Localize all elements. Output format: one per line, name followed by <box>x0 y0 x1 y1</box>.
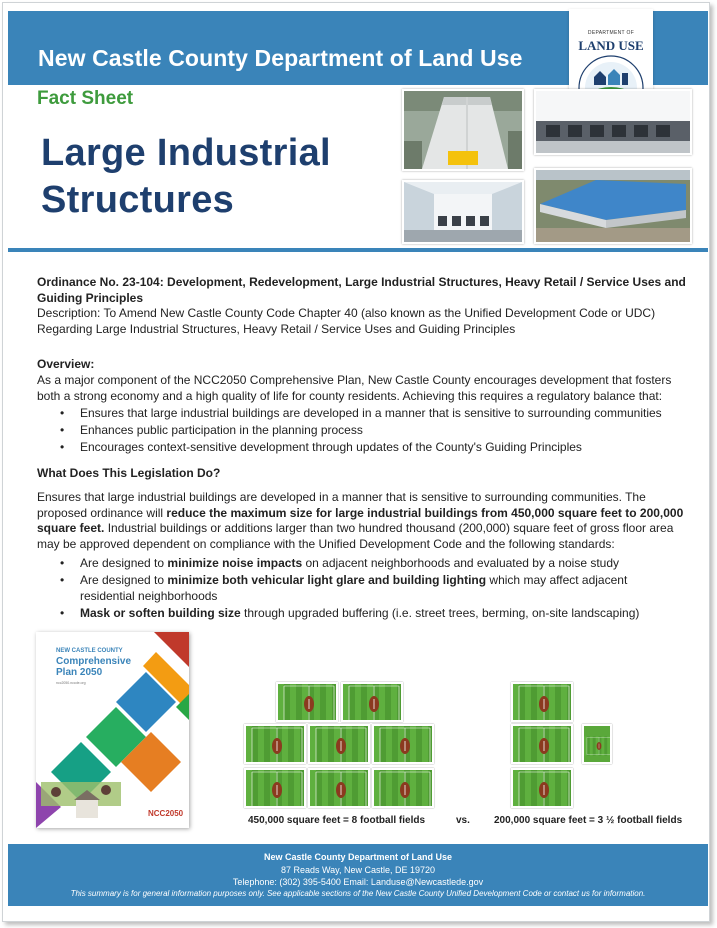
cover-title: Comprehensive Plan 2050 <box>56 656 132 678</box>
footer-contact: Telephone: (302) 395-5400 Email: Landuse@Newcastlede.gov <box>232 877 484 887</box>
legislation-heading: What Does This Legislation Do? <box>37 466 221 480</box>
overview-text: As a major component of the NCC2050 Comprehensive Plan, New Castle County encourages development that fosters both a strong economy and a high quality of life for county residents. Achieving this requires a regulatory balance that: <box>37 373 672 403</box>
cover-url: ncc2050.nccde.org <box>56 681 86 685</box>
list-item: • Ensures that large industrial buildings are developed in a manner that is sensitive to surrounding communities <box>60 406 680 422</box>
football-field-icon <box>582 724 612 764</box>
photo-loading-docks <box>534 89 692 155</box>
list-item: • Encourages context-sensitive development through updates of the County's Guiding Principles <box>60 440 680 456</box>
caption-200k: 200,000 square feet = 3 ½ football fields <box>494 815 683 826</box>
football-field-icon <box>244 724 306 764</box>
page-title <box>41 130 331 224</box>
football-field-icon <box>511 768 573 808</box>
list-item: • Enhances public participation in the planning process <box>60 423 680 439</box>
comprehensive-plan-cover <box>36 632 189 828</box>
photo-warehouse-aerial <box>402 89 524 171</box>
list-item: • Mask or soften building size through upgraded buffering (i.e. street trees, berming, on-site landscaping) <box>60 606 680 622</box>
list-item: • Are designed to minimize noise impacts on adjacent neighborhoods and evaluated by a noise study <box>60 556 680 572</box>
cover-county: NEW CASTLE COUNTY <box>56 648 123 654</box>
title-line-1: Large Industrial <box>41 132 331 174</box>
header-divider <box>8 248 708 252</box>
ordinance-description: Description: To Amend New Castle County Code Chapter 40 (also known as the Unified Development Code or UDC) Regarding Large Industrial Structures, Heavy Retail / Service Uses and Guiding Principles <box>37 306 656 336</box>
football-field-icon <box>244 768 306 808</box>
football-field-icon <box>308 768 370 808</box>
overview-bullets <box>60 406 680 457</box>
legislation-text-part1: Ensures that large industrial buildings are developed in a manner that is sensitive to surrounding communities. The proposed ordinance will <box>37 490 646 520</box>
legislation-text-bold: reduce the maximum size for large industrial buildings from 450,000 square feet to 200,000 square feet. <box>37 505 684 535</box>
footer-disclaimer: This summary is for general information purposes only. See applicable sections of the New Castle County Unified Development Code or contact us for information. <box>70 889 646 898</box>
caption-vs: vs. <box>456 815 470 826</box>
football-field-icon <box>372 768 434 808</box>
football-field-icon <box>511 682 573 722</box>
footer-address: 87 Reads Way, New Castle, DE 19720 <box>280 865 436 875</box>
overview-heading: Overview: <box>37 357 95 371</box>
football-field-icon <box>511 724 573 764</box>
standards-bullets <box>60 556 680 623</box>
photo-dock-interior <box>402 180 524 244</box>
footer <box>8 844 708 906</box>
photo-industrial-complex <box>534 168 692 244</box>
footer-org: New Castle County Department of Land Use <box>263 852 453 862</box>
football-field-icon <box>276 682 338 722</box>
title-line-2: Structures <box>41 179 235 221</box>
legislation-text <box>37 490 687 552</box>
list-item: • Are designed to minimize both vehicular light glare and building lighting which may affect adjacent residential neighborhoods <box>60 573 680 604</box>
logo-top-text: DEPARTMENT OF <box>587 30 635 36</box>
fact-sheet-label: Fact Sheet <box>37 88 134 109</box>
header-title: New Castle County Department of Land Use <box>38 45 523 71</box>
football-field-icon <box>341 682 403 722</box>
caption-450k: 450,000 square feet = 8 football fields <box>248 815 426 826</box>
ordinance-heading: Ordinance No. 23-104: Development, Redevelopment, Large Industrial Structures, Heavy Retail / Service Uses and Guiding Principles <box>37 275 686 305</box>
cover-badge: NCC2050 <box>148 809 184 818</box>
football-field-icon <box>308 724 370 764</box>
football-field-icon <box>372 724 434 764</box>
logo-main-text: LAND USE <box>578 38 644 53</box>
legislation-text-part2: Industrial buildings or additions larger than two hundred thousand (200,000) square feet of gross floor area may be approved dependent on compliance with the Unified Development Code and the following standards: <box>37 521 674 551</box>
